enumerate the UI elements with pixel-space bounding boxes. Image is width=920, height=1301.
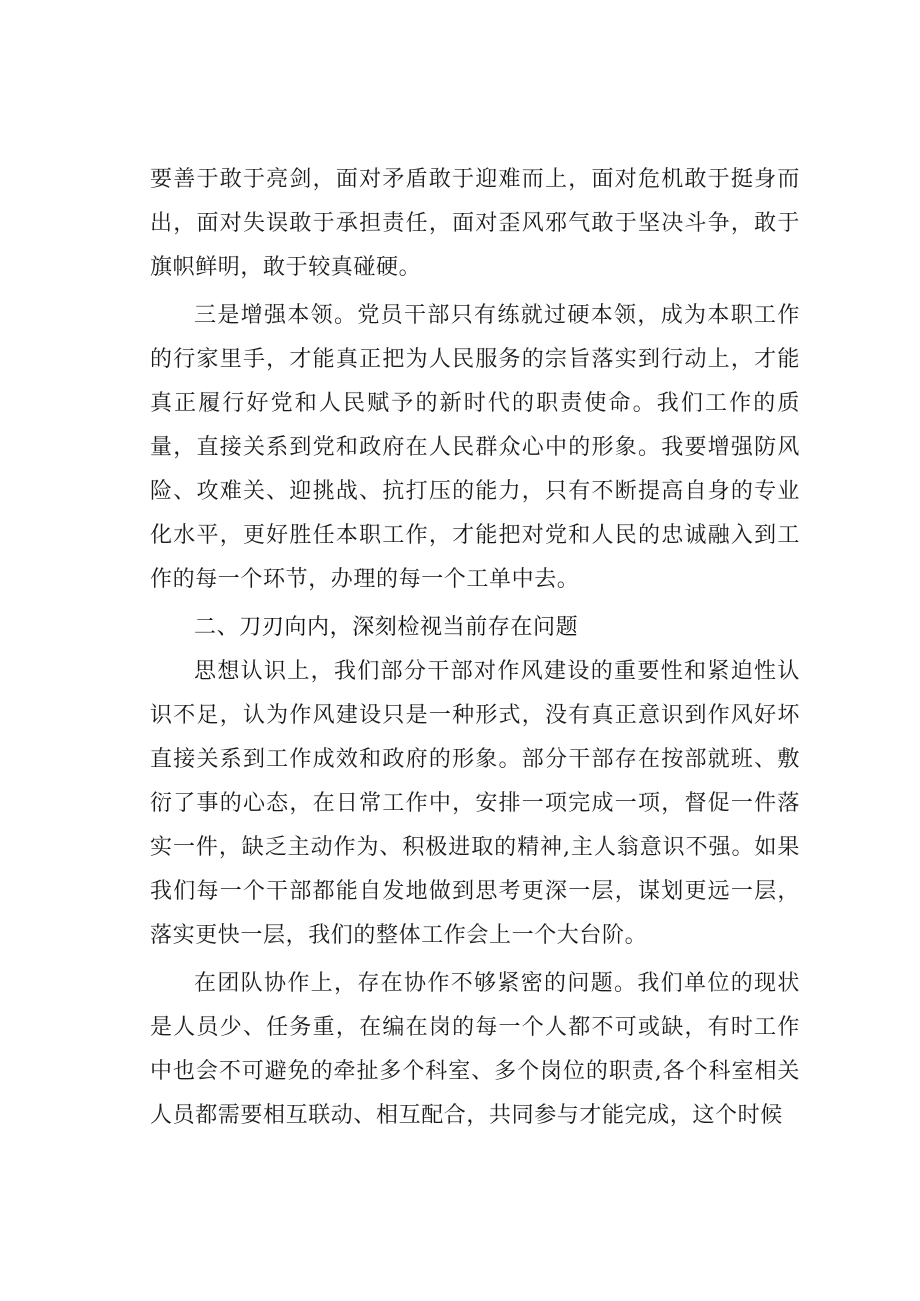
paragraph-continuation: 要善于敢于亮剑，面对矛盾敢于迎难而上，面对危机敢于挺身而出，面对失误敢于承担责任，面对歪风邪气敢于坚决斗争，敢于旗帜鲜明，敢于较真碰硬。 (150, 167, 800, 280)
paragraph-team-collaboration: 在团队协作上，存在协作不够紧密的问题。我们单位的现状是人员少、任务重，在编在岗的每一个人都不可或缺，有时工作中也会不可避免的牵扯多个科室、多个岗位的职责,各个科室相关人员都需要相互联动、相互配合，共同参与才能完成，这个时候 (150, 971, 800, 1128)
paragraph-strengthen-skills: 三是增强本领。党员干部只有练就过硬本领，成为本职工作的行家里手，才能真正把为人民服务的宗旨落实到行动上，才能真正履行好党和人民赋予的新时代的职责使命。我们工作的质量，直接关系到党和政府在人民群众心中的形象。我要增强防风险、攻难关、迎挑战、抗打压的能力，只有不断提高自身的专业化水平，更好胜任本职工作，才能把对党和人民的忠诚融入到工作的每一个环节，办理的每一个工单中去。 (150, 303, 800, 592)
document-page (150, 158, 800, 1138)
paragraph-ideological-awareness: 思想认识上，我们部分干部对作风建设的重要性和紧迫性认识不足，认为作风建设只是一种形式，没有真正意识到作风好坏直接关系到工作成效和政府的形象。部分干部存在按部就班、敷衍了事的心态，在日常工作中，安排一项完成一项，督促一件落实一件，缺乏主动作为、积极进取的精神,主人翁意识不强。如果我们每一个干部都能自发地做到思考更深一层，谋划更远一层，落实更快一层，我们的整体工作会上一个大台阶。 (150, 659, 800, 948)
section-heading: 二、刀刃向内，深刻检视当前存在问题 (194, 615, 579, 640)
